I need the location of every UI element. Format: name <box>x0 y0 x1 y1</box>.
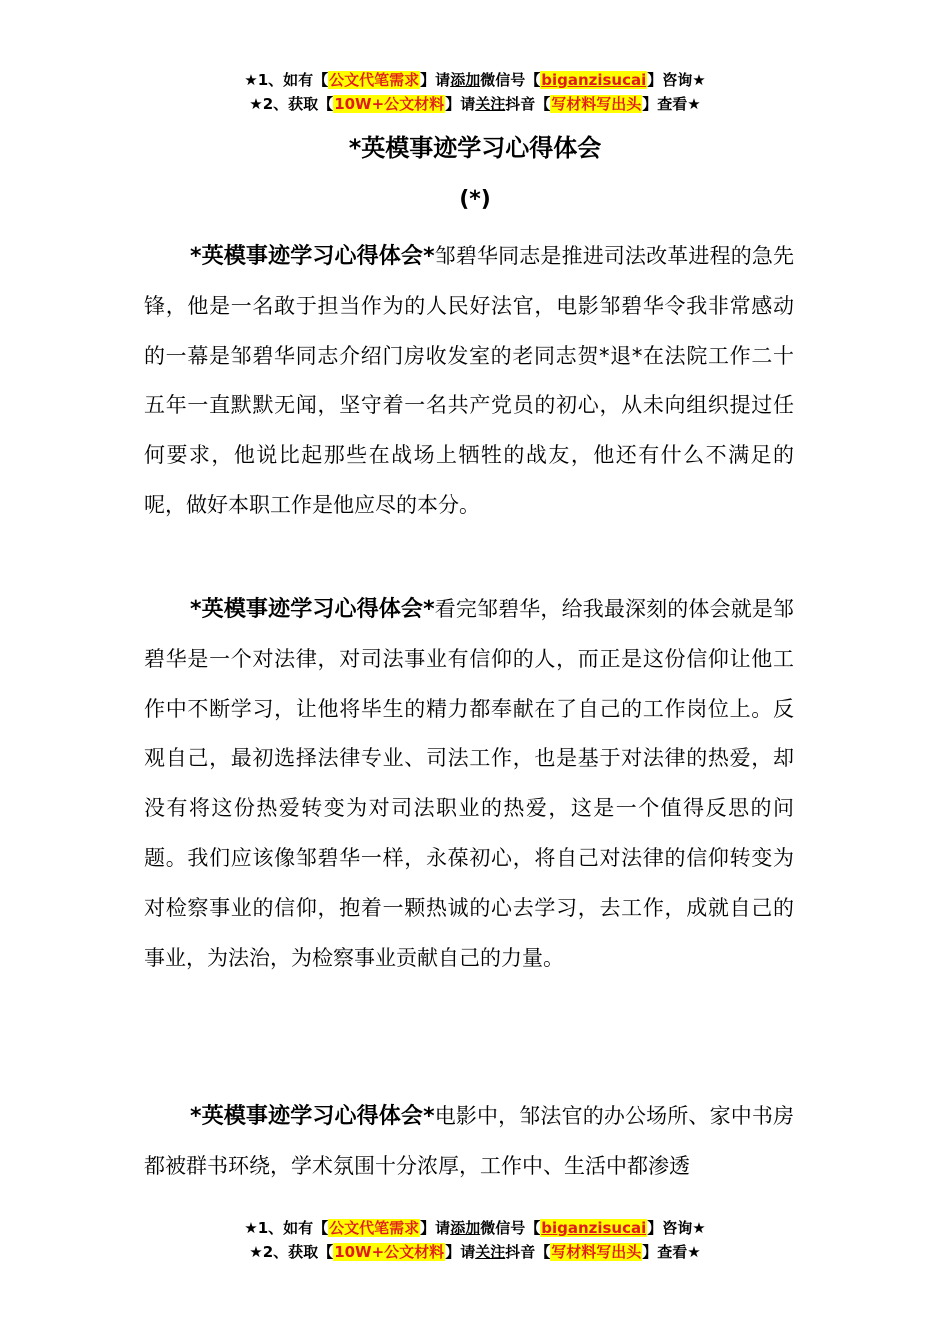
banner-text: ★1、如有【 <box>244 71 329 89</box>
paragraph <box>144 585 794 983</box>
document-subtitle: (*) <box>459 187 491 212</box>
paragraph-text: 电影中，邹法官的办公场所、家中书房都被群书环绕，学术氛围十分浓厚，工作中、生活中都渗透 <box>144 1104 794 1178</box>
banner-text: ★2、获取【 <box>249 1243 334 1261</box>
banner-text: 】咨询★ <box>647 1219 706 1237</box>
underlined-text: 关注 <box>475 1243 506 1261</box>
banner-line-1 <box>0 1216 950 1240</box>
paragraph-lead: *英模事迹学习心得体会* <box>190 244 435 269</box>
wechat-id: biganzisucai <box>541 71 647 89</box>
banner-line-1 <box>0 68 950 92</box>
wechat-id: biganzisucai <box>541 1219 647 1237</box>
underlined-text: 关注 <box>475 95 506 113</box>
banner-text: 】查看★ <box>642 95 701 113</box>
banner-text: 抖音【 <box>505 1243 551 1261</box>
paragraph <box>144 232 794 531</box>
highlight-text: 公文代笔需求 <box>329 71 420 89</box>
banner-text: 】请 <box>420 1219 451 1237</box>
banner-text: 微信号【 <box>480 71 541 89</box>
paragraph-text: 邹碧华同志是推进司法改革进程的急先锋，他是一名敢于担当作为的人民好法官，电影邹碧华令我非常感动的一幕是邹碧华同志介绍门房收发室的老同志贺*退*在法院工作二十五年一直默默无闻，坚守着一名共产党员的初心，从未向组织提过任何要求，他说比起那些在战场上牺牲的战友，他还有什么不满足的呢，做好本职工作是他应尽的本分。 <box>144 244 794 517</box>
paragraph <box>144 1092 794 1192</box>
banner-text: 抖音【 <box>505 95 551 113</box>
douyin-account: 写材料写出头 <box>551 95 642 113</box>
banner-text: 】请 <box>445 1243 476 1261</box>
banner-text: 】查看★ <box>642 1243 701 1261</box>
paragraph-text: 看完邹碧华，给我最深刻的体会就是邹碧华是一个对法律，对司法事业有信仰的人，而正是这份信仰让他工作中不断学习，让他将毕生的精力都奉献在了自己的工作岗位上。反观自己，最初选择法律专业、司法工作，也是基于对法律的热爱，却没有将这份热爱转变为对司法职业的热爱，这是一个值得反思的问题。我们应该像邹碧华一样，永葆初心，将自己对法律的信仰转变为对检察事业的信仰，抱着一颗热诚的心去学习，去工作，成就自己的事业，为法治，为检察事业贡献自己的力量。 <box>144 597 794 970</box>
document-title: *英模事迹学习心得体会 <box>348 134 602 162</box>
header-banner <box>0 68 950 116</box>
highlight-text: 公文代笔需求 <box>329 1219 420 1237</box>
douyin-account: 写材料写出头 <box>551 1243 642 1261</box>
footer-banner <box>0 1216 950 1264</box>
banner-line-2 <box>0 1240 950 1264</box>
banner-text: ★1、如有【 <box>244 1219 329 1237</box>
underlined-text: 添加 <box>450 1219 481 1237</box>
banner-text: ★2、获取【 <box>249 95 334 113</box>
banner-line-2 <box>0 92 950 116</box>
paragraph-lead: *英模事迹学习心得体会* <box>190 1104 435 1129</box>
banner-text: 】请 <box>445 95 476 113</box>
paragraph-lead: *英模事迹学习心得体会* <box>190 597 435 622</box>
highlight-text: 10W+公文材料 <box>334 1243 445 1261</box>
underlined-text: 添加 <box>450 71 481 89</box>
banner-text: 】请 <box>420 71 451 89</box>
banner-text: 微信号【 <box>480 1219 541 1237</box>
highlight-text: 10W+公文材料 <box>334 95 445 113</box>
banner-text: 】咨询★ <box>647 71 706 89</box>
